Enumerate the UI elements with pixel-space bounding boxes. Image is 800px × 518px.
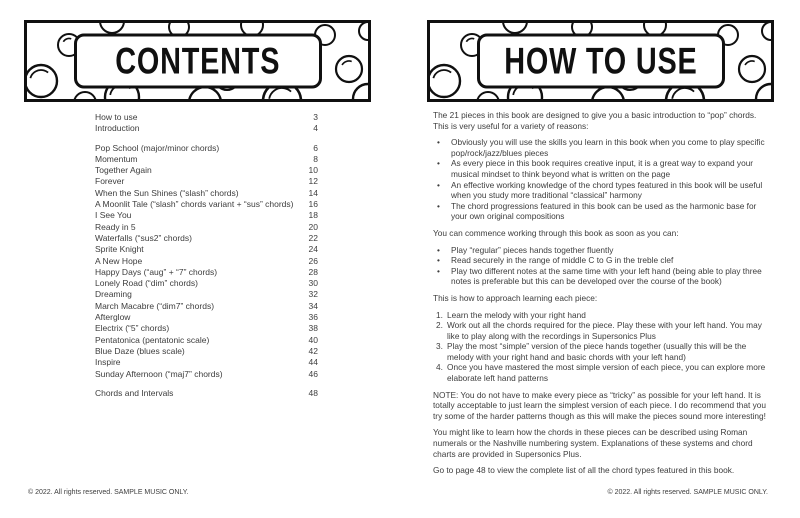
toc-row	[95, 123, 318, 134]
intro-paragraph: The 21 pieces in this book are designed to give you a basic introduction to “pop” chords. This is very useful for a variety of reasons:	[433, 110, 757, 131]
how-to-use-banner	[427, 20, 774, 102]
toc-entry-page: 6	[313, 142, 318, 153]
toc-entry-title: I See You	[95, 210, 132, 221]
bullet-item	[433, 137, 771, 158]
bullet-item	[433, 266, 771, 287]
toc-row	[95, 244, 318, 255]
bullet-item-text: • As every piece in this book requires creative input, it is a great way to expand your musical mindset to think beyond what is written on the page	[451, 158, 754, 179]
toc-entry-title: A New Hope	[95, 255, 143, 266]
numbered-item-number: 4.	[436, 362, 443, 373]
toc-entry-title: March Macabre (“dim7” chords)	[95, 300, 215, 311]
toc-row	[95, 278, 318, 289]
toc-entry-title: Afterglow	[95, 312, 131, 323]
toc-entry-page: 36	[308, 312, 318, 323]
commence-bullet-list	[433, 245, 771, 287]
approach-numbered-list	[433, 310, 771, 384]
bullet-item	[433, 255, 771, 266]
bullet-item-text: • Obviously you will use the skills you learn in this book when you come to play specific pop/rock/jazz/blues pieces	[451, 137, 765, 158]
toc-row	[95, 154, 318, 165]
toc-entry-title: Introduction	[95, 123, 140, 134]
toc-entry-title: Sprite Knight	[95, 244, 144, 255]
toc-entry-page: 32	[308, 289, 318, 300]
right-page-footer: © 2022. All rights reserved. SAMPLE MUSIC ONLY.	[607, 489, 768, 496]
numbered-item-number: 1.	[436, 309, 443, 320]
toc-entry-page: 28	[308, 266, 318, 277]
toc-row	[95, 301, 318, 312]
toc-entry-title: Chords and Intervals	[95, 387, 174, 398]
toc-entry-page: 16	[308, 199, 318, 210]
toc-entry-page: 22	[308, 232, 318, 243]
numbered-item-text: Learn the melody with your right hand	[447, 309, 586, 320]
toc-entry-page: 10	[308, 165, 318, 176]
roman-numerals-paragraph: You might like to learn how the chords in these pieces can be described using Roman numerals or the Nashville numbering system. Explanations of these systems and chord charts are provided in Supersonics Plus.	[433, 427, 753, 459]
contents-title: CONTENTS	[115, 40, 280, 82]
toc-entry-page: 3	[313, 112, 318, 122]
toc-row	[95, 335, 318, 346]
toc-entry-title: Blue Daze (blues scale)	[95, 345, 185, 356]
toc-entry-title: Pentatonica (pentatonic scale)	[95, 334, 210, 345]
numbered-item	[433, 341, 771, 362]
toc-entry-title: Electrix (“5” chords)	[95, 323, 170, 334]
bullet-item	[433, 180, 771, 201]
toc-row	[95, 323, 318, 334]
toc-entry-title: Together Again	[95, 165, 152, 176]
toc-entry-title: A Moonlit Tale (“slash” chords variant + “sus” chords)	[95, 199, 294, 210]
toc-entry-page: 8	[313, 153, 318, 164]
numbered-item	[433, 320, 771, 341]
toc-row	[95, 233, 318, 244]
toc-entry-title: Momentum	[95, 153, 138, 164]
toc-entry-page: 14	[308, 187, 318, 198]
how-to-use-body	[433, 110, 771, 482]
toc-entry-page: 42	[308, 345, 318, 356]
toc-entry-title: Happy Days (“aug” + “7” chords)	[95, 266, 218, 277]
bullet-item	[433, 158, 771, 179]
reasons-bullet-list	[433, 137, 771, 222]
toc-entry-page: 34	[308, 300, 318, 311]
toc-entry-title: Lonely Road (“dim” chords)	[95, 278, 198, 289]
numbered-item-text: Work out all the chords required for the piece. Play these with your left hand. You may like to play along with the recordings in Supersonics Plus	[447, 320, 762, 341]
toc-entry-page: 38	[308, 323, 318, 334]
numbered-item	[433, 310, 771, 321]
toc-entry-title: Pop School (major/minor chords)	[95, 142, 220, 153]
bullet-item-text: • Read securely in the range of middle C to G in the treble clef	[451, 255, 674, 266]
note-paragraph: NOTE: You do not have to make every piece as “tricky” as possible for your left hand. It is totally acceptable to just learn the simplest version of each piece. I do recommend that you try some of the harder patterns though as this will make the pieces sound more interesting!	[433, 389, 766, 421]
toc-entry-title: How to use	[95, 112, 138, 122]
how-to-use-title-box	[477, 34, 725, 89]
toc-row	[95, 210, 318, 221]
toc-entry-title: Sunday Afternoon (“maj7” chords)	[95, 368, 223, 379]
numbered-item-text: Play the most “simple” version of the piece hands together (usually this will be the melody with your right hand and basic chords with your left hand)	[447, 341, 747, 362]
toc-entry-page: 4	[313, 123, 318, 134]
numbered-item	[433, 362, 771, 383]
toc-row	[95, 346, 318, 357]
toc-row	[95, 357, 318, 368]
toc-row	[95, 312, 318, 323]
toc-entry-page: 26	[308, 255, 318, 266]
toc-entry-title: When the Sun Shines (“slash” chords)	[95, 187, 239, 198]
toc-entry-page: 12	[308, 176, 318, 187]
bullet-item-text: • Play two different notes at the same time with your left hand (being able to play three notes is preferable but this can be developed over the course of the book)	[451, 265, 762, 287]
bullet-item	[433, 245, 771, 256]
bullet-item-text: • Play “regular” pieces hands together fluently	[451, 244, 614, 255]
numbered-item-text: Once you have mastered the most simple version of each piece, you can explore more elaborate left hand patterns	[447, 362, 766, 384]
toc-entry-page: 44	[308, 357, 318, 368]
toc-row	[95, 369, 318, 380]
toc-entry-page: 30	[308, 278, 318, 289]
toc-row	[95, 289, 318, 300]
toc-row	[95, 165, 318, 176]
contents-title-box	[74, 34, 322, 89]
goto-page-paragraph: Go to page 48 to view the complete list of all the chord types featured in this book.	[433, 465, 735, 476]
toc-row	[95, 199, 318, 210]
left-page-footer: © 2022. All rights reserved. SAMPLE MUSIC ONLY.	[28, 489, 189, 496]
toc-row	[95, 388, 318, 399]
numbered-item-number: 2.	[436, 320, 443, 331]
toc-row	[95, 176, 318, 187]
toc-row	[95, 222, 318, 233]
table-of-contents	[95, 112, 318, 399]
toc-entry-page: 20	[308, 221, 318, 232]
toc-entry-page: 24	[308, 244, 318, 255]
how-to-use-title: HOW TO USE	[503, 40, 698, 82]
toc-entry-page: 48	[308, 387, 318, 398]
commence-paragraph: You can commence working through this book as soon as you can:	[433, 227, 679, 238]
toc-entry-page: 40	[308, 334, 318, 345]
toc-entry-title: Ready in 5	[95, 221, 136, 232]
contents-banner	[24, 20, 371, 102]
bullet-item-text: • The chord progressions featured in this book can be used as the harmonic base for your own original compositions	[451, 200, 757, 222]
toc-row	[95, 112, 318, 123]
toc-entry-title: Inspire	[95, 357, 121, 368]
approach-paragraph: This is how to approach learning each piece:	[433, 292, 598, 303]
toc-entry-page: 46	[308, 368, 318, 379]
toc-entry-page: 18	[308, 210, 318, 221]
bullet-item	[433, 201, 771, 222]
toc-entry-title: Waterfalls (“sus2” chords)	[95, 232, 192, 243]
numbered-item-number: 3.	[436, 341, 443, 352]
bullet-item-text: • An effective working knowledge of the chord types featured in this book will be useful when you study more traditional “classical” harmony	[451, 179, 763, 201]
toc-row	[95, 267, 318, 278]
toc-entry-title: Forever	[95, 176, 125, 187]
toc-row	[95, 143, 318, 154]
toc-row	[95, 256, 318, 267]
toc-row	[95, 188, 318, 199]
toc-entry-title: Dreaming	[95, 289, 132, 300]
